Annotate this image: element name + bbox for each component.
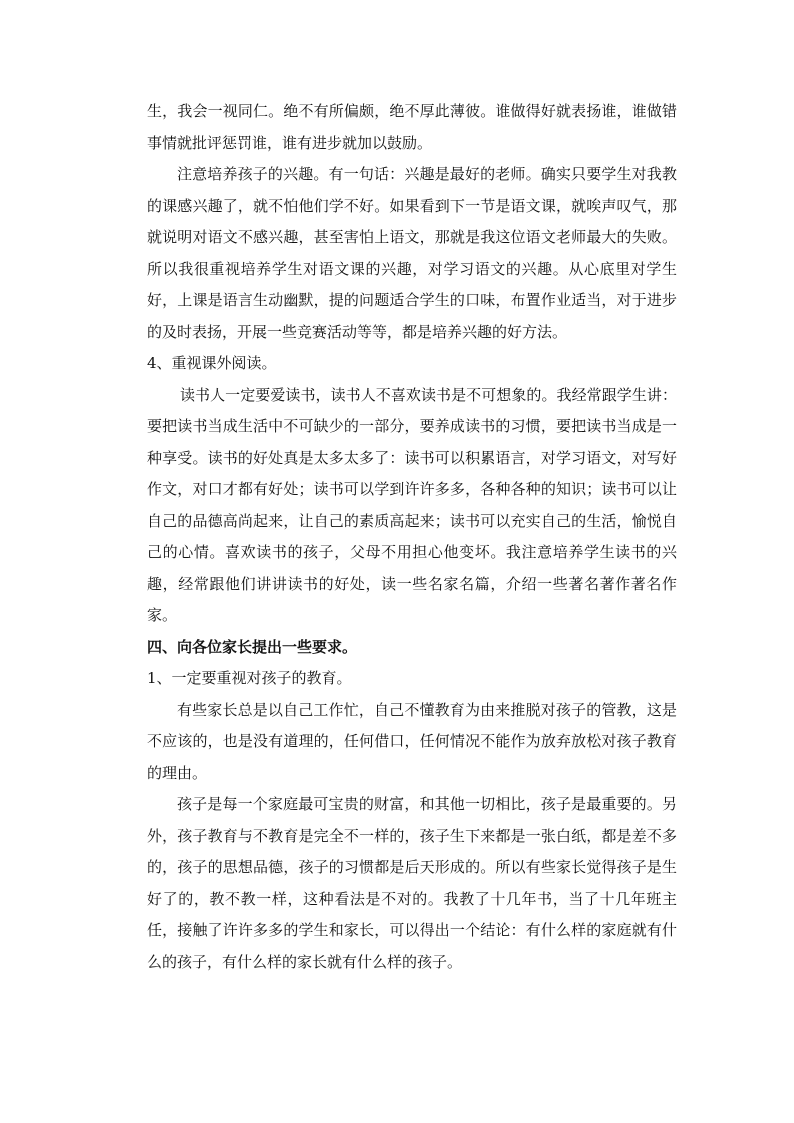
section-heading-parents: 四、向各位家长提出一些要求。 xyxy=(147,637,358,656)
document-body xyxy=(147,96,677,978)
paragraph-continuation: 生，我会一视同仁。绝不有所偏颇，绝不厚此薄彼。谁做得好就表扬谁，谁做错事情就批评惩罚谁，谁有进步就加以鼓励。 xyxy=(147,102,677,152)
subheading-reading: 4、重视课外阅读。 xyxy=(147,354,277,372)
paragraph-excuses: 有些家长总是以自己工作忙，自己不懂教育为由来推脱对孩子的管教，这是不应该的，也是没有道理的，任何借口，任何情况不能作为放弃放松对孩子教育的理由。 xyxy=(147,700,677,782)
paragraph-reading: 读书人一定要爱读书，读书人不喜欢读书是不可想象的。我经常跟学生讲：要把读书当成生活中不可缺少的一部分，要养成读书的习惯，要把读书当成是一种享受。读书的好处真是太多太多了：读书可以积累语言，对学习语文，对写好作文，对口才都有好处；读书可以学到许许多多，各种各种的知识；读书可以让自己的品德高尚起来，让自己的素质高起来；读书可以充实自己的生活，愉悦自己的心情。喜欢读书的孩子，父母不用担心他变坏。我注意培养学生读书的兴趣，经常跟他们讲讲读书的好处，读一些名家名篇，介绍一些著名著作著名作家。 xyxy=(147,385,677,624)
paragraph-children-wealth: 孩子是每一个家庭最可宝贵的财富，和其他一切相比，孩子是最重要的。另外，孩子教育与不教育是完全不一样的，孩子生下来都是一张白纸，都是差不多的，孩子的思想品德，孩子的习惯都是后天形成的。所以有些家长觉得孩子是生好了的，教不教一样，这种看法是不对的。我教了十几年书，当了十几年班主任，接触了许许多多的学生和家长，可以得出一个结论：有什么样的家庭就有什么的孩子，有什么样的家长就有什么样的孩子。 xyxy=(147,795,677,971)
subheading-education: 1、一定要重视对孩子的教育。 xyxy=(147,669,352,687)
paragraph-interest: 注意培养孩子的兴趣。有一句话：兴趣是最好的老师。确实只要学生对我教的课感兴趣了，就不怕他们学不好。如果看到下一节是语文课，就唉声叹气，那就说明对语文不感兴趣，甚至害怕上语文，那就是我这位语文老师最大的失败。所以我很重视培养学生对语文课的兴趣，对学习语文的兴趣。从心底里对学生好，上课是语言生动幽默，提的问题适合学生的口味，布置作业适当，对于进步的及时表扬，开展一些竞赛活动等等，都是培养兴趣的好方法。 xyxy=(147,165,677,341)
